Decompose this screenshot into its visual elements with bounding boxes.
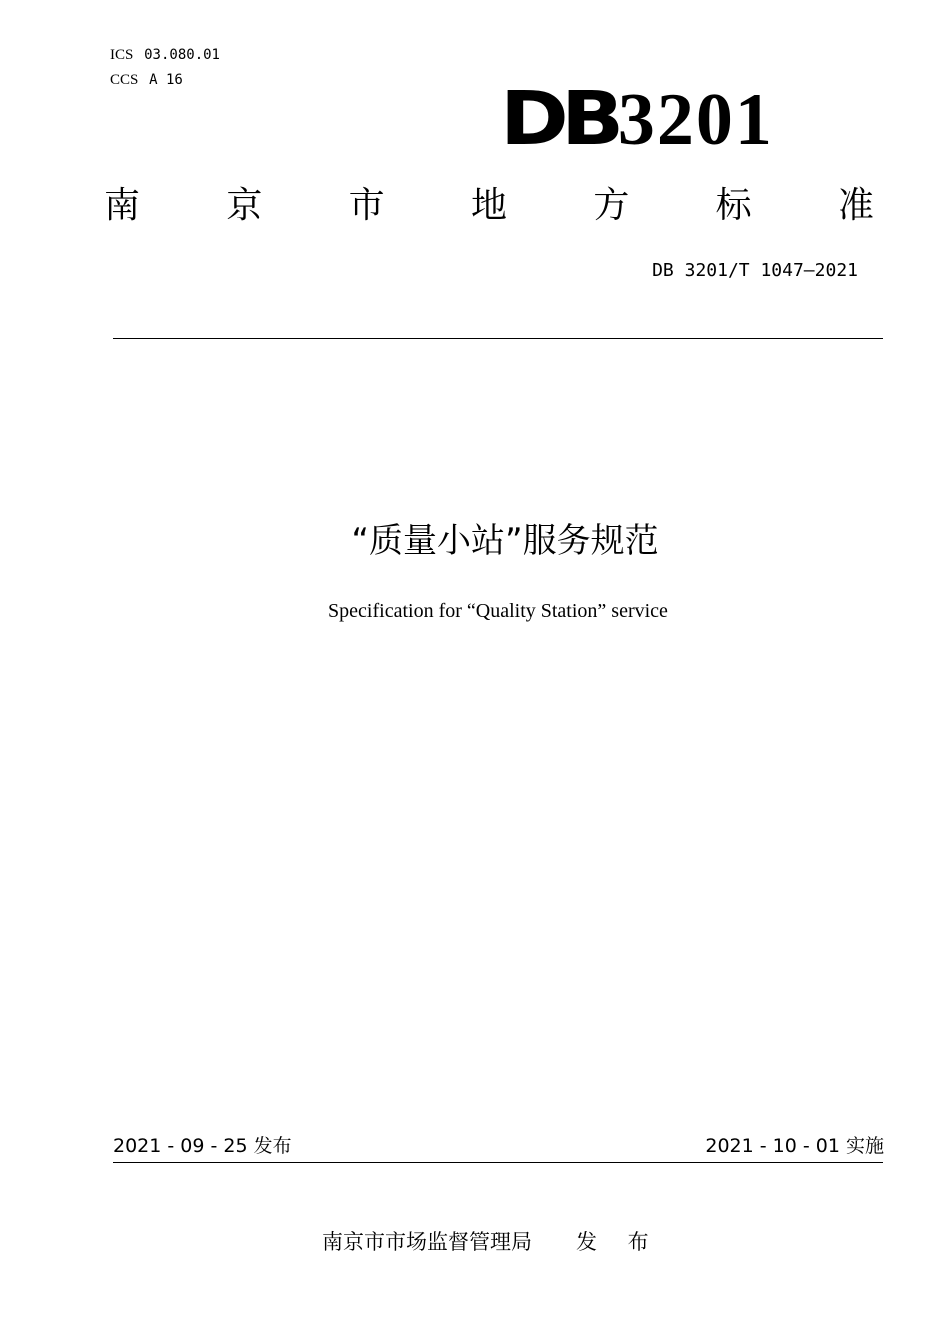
standard-type-title: [104, 184, 874, 228]
db-logo-prefix: DB: [500, 76, 617, 162]
db-logo: [500, 76, 774, 162]
db-logo-code: 3201: [617, 79, 774, 161]
issue-date: 2021 - 09 - 25 发布: [113, 1135, 292, 1157]
top-divider: [113, 338, 883, 339]
ccs-label: CCS: [110, 72, 139, 88]
standard-type-char: 市: [348, 185, 385, 226]
ics-code: [110, 45, 220, 64]
standard-type-char: 南: [104, 185, 141, 226]
ics-value: 03.080.01: [144, 47, 220, 63]
ccs-code: [110, 70, 183, 89]
issuer: [322, 1228, 661, 1256]
standard-number: DB 3201/T 1047—2021: [652, 260, 858, 281]
issuer-name: 南京市市场监督管理局: [322, 1230, 532, 1254]
document-title-english: Specification for “Quality Station” service: [328, 600, 668, 622]
issuer-action: 发 布: [576, 1230, 661, 1254]
standard-type-char: 地: [470, 185, 507, 226]
standard-type-char: 京: [226, 185, 263, 226]
ics-label: ICS: [110, 47, 134, 63]
implementation-date: 2021 - 10 - 01 实施: [705, 1135, 884, 1157]
document-title-chinese: “质量小站”服务规范: [351, 521, 659, 561]
standard-type-char: 方: [593, 185, 630, 226]
ccs-value: A 16: [149, 72, 183, 88]
standard-type-char: 标: [715, 185, 752, 226]
standard-type-char: 准: [837, 185, 874, 226]
bottom-divider: [113, 1162, 883, 1163]
